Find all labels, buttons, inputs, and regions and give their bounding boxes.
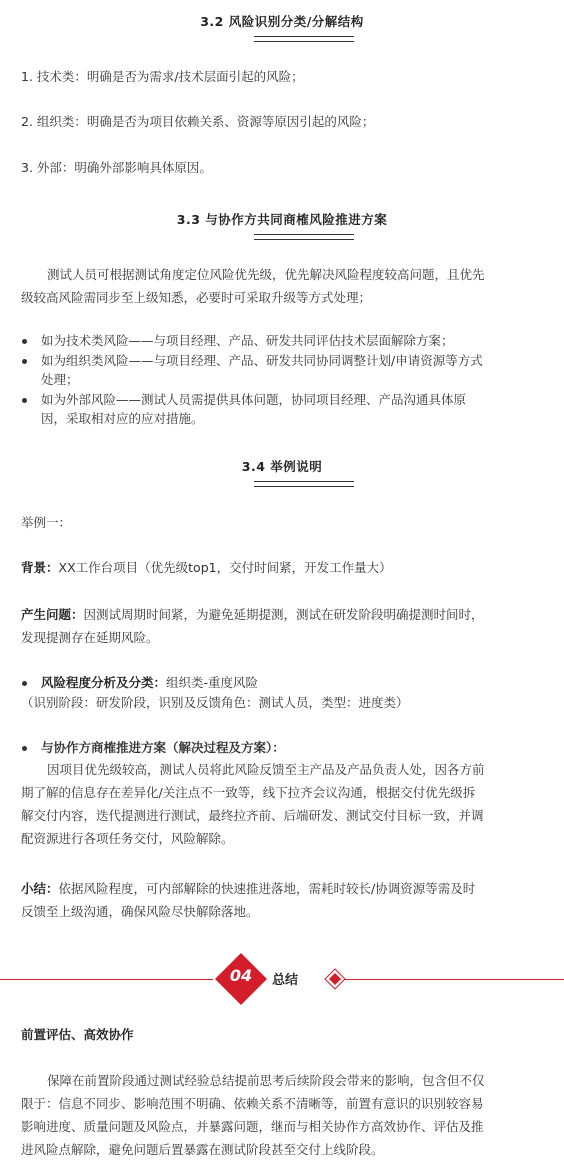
title-underline	[254, 234, 354, 240]
section-4-line-2: 限于：信息不同步、影响范围不明确、依赖关系不清晰等，前置有意识的识别较容易	[21, 1096, 484, 1111]
bullet-dot	[22, 398, 27, 403]
analysis-note: （识别阶段：研发阶段，识别及反馈角色：测试人员，类型：进度类）	[21, 695, 409, 710]
section-4-line-1: 保障在前置阶段通过测试经验总结提前思考后续阶段会带来的影响，包含但不仅	[47, 1073, 485, 1088]
section-4-subtitle: 前置评估、高效协作	[21, 1027, 134, 1042]
divider-line-right	[345, 979, 564, 980]
section-3-2-item-2: 2. 组织类：明确是否为项目依赖关系、资源等原因引起的风险；	[21, 114, 375, 129]
section-3-3-intro-line-1: 测试人员可根据测试角度定位风险优先级，优先解决风险程度较高问题，且优先	[47, 267, 485, 282]
section-3-2-title: 3.2 风险识别分类/分解结构	[200, 14, 364, 29]
problem-paragraph	[21, 604, 549, 626]
section-3-3-intro-line-2: 级较高风险需同步至上级知悉，必要时可采取升级等方式处理；	[21, 290, 372, 305]
background-paragraph	[21, 557, 549, 579]
section-3-3-bullet-3-line-1: 如为外部风险——测试人员需提供具体问题，协同项目经理、产品沟通具体原	[41, 392, 467, 407]
summary-label: 小结：	[21, 881, 59, 896]
background-label: 背景：	[21, 560, 59, 575]
divider-line-left	[0, 979, 213, 980]
example-label: 举例一：	[21, 515, 72, 530]
bullet-dot	[22, 359, 27, 364]
problem-line-1: 因测试周期时间紧，为避免延期提测，测试在研发阶段明确提测时间时，	[83, 607, 484, 622]
analysis-label: 风险程度分析及分类：	[41, 675, 167, 690]
summary-line-2: 反馈至上级沟通，确保风险尽快解除落地。	[21, 904, 259, 919]
bullet-dot	[22, 339, 27, 344]
section-4-line-3: 影响进度、质量问题及风险点，并暴露问题，继而与相关协作方高效协作、评估及推	[21, 1119, 484, 1134]
section-3-4-title: 3.4 举例说明	[241, 459, 323, 474]
plan-label: 与协作方商榷推进方案（解决过程及方案）：	[41, 740, 285, 755]
bullet-dot	[22, 681, 27, 686]
plan-line-1: 因项目优先级较高，测试人员将此风险反馈至主产品及产品负责人处，因各方前	[47, 762, 485, 777]
summary-line-1: 依据风险程度，可内部解除的快速推进落地，需耗时较长/协调资源等需及时	[58, 881, 476, 896]
section-3-2-item-1: 1. 技术类：明确是否为需求/技术层面引起的风险；	[21, 69, 304, 84]
summary-paragraph	[21, 878, 549, 900]
analysis-line	[41, 673, 549, 692]
bullet-dot	[22, 746, 27, 751]
section-3-3-bullet-2-line-1: 如为组织类风险——与项目经理、产品、研发共同协同调整计划/申请资源等方式	[41, 353, 483, 368]
title-underline	[254, 36, 354, 42]
section-badge-number: 04	[229, 966, 253, 985]
section-3-2-item-3: 3. 外部：明确外部影响具体原因。	[21, 160, 212, 175]
background-text: XX工作台项目（优先级top1，交付时间紧，开发工作量大）	[58, 560, 392, 575]
problem-label: 产生问题：	[21, 607, 84, 622]
decorative-diamond-icon	[324, 968, 346, 990]
section-4-title: 总结	[272, 973, 299, 988]
problem-line-2: 发现提测存在延期风险。	[21, 630, 159, 645]
plan-line-4: 配资源进行各项任务交付，风险解除。	[21, 831, 234, 846]
analysis-value: 组织类-重度风险	[166, 675, 259, 690]
section-3-3-title: 3.3 与协作方共同商榷风险推进方案	[176, 212, 388, 227]
section-3-3-bullet-3-line-2: 因，采取相对应的应对措施。	[41, 411, 204, 426]
section-4-line-4: 进风险点解除，避免问题后置暴露在测试阶段甚至交付上线阶段。	[21, 1142, 384, 1157]
plan-line-3: 解交付内容，迭代提测进行测试，最终拉齐前、后端研发、测试交付目标一致，并调	[21, 808, 484, 823]
section-3-3-bullet-1: 如为技术类风险——与项目经理、产品、研发共同评估技术层面解除方案；	[41, 333, 454, 348]
section-3-3-bullet-2-line-2: 处理；	[41, 372, 79, 387]
plan-line-2: 期了解的信息存在差异化/关注点不一致等，线下拉齐会议沟通，根据交付优先级拆	[21, 785, 476, 800]
title-underline	[254, 481, 354, 487]
